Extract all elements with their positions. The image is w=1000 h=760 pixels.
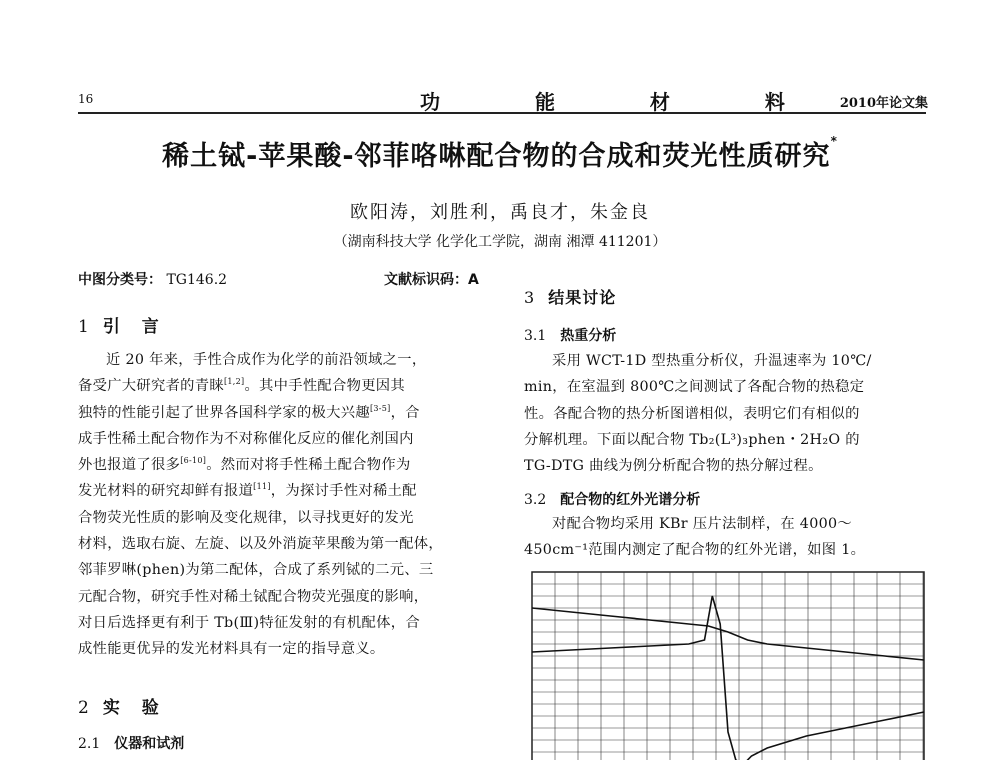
citation: [11]	[253, 482, 271, 492]
clc-number: 中图分类号： TG146.2	[78, 272, 228, 288]
article-title: 稀土铽-苹果酸-邻菲咯啉配合物的合成和荧光性质研究*	[162, 134, 838, 172]
citation: [6-10]	[180, 456, 207, 466]
subsection-heading-3-2: 3.2 配合物的红外光谱分析	[524, 492, 701, 508]
journal-name: 功 能 材 料	[420, 90, 829, 114]
results-paragraph-3-1: 采用 WCT-1D 型热重分析仪，升温速率为 10℃/ min，在室温到 800℃之间测试了各配合物的热稳定 性。各配合物的热分析图谱相似，表明它们有相似的 分解机理。下面以配合物 Tb₂(L³)₃phen・2H₂O 的 TG-DTG 曲线为例分析配合物的热分解过程。	[524, 353, 872, 475]
subsection-heading-2-1: 2.1 仪器和试剂	[78, 736, 185, 752]
section-heading-experiment: 2 实 验	[78, 698, 167, 718]
document-code: 文献标识码：A	[384, 272, 479, 288]
page-number: 16	[78, 92, 94, 106]
tg-dtg-chart	[526, 564, 928, 760]
issue-label: 2010年论文集	[839, 96, 928, 111]
section-heading-results: 3 结果讨论	[524, 288, 617, 307]
subsection-heading-3-1: 3.1 热重分析	[524, 328, 617, 344]
section-heading-intro: 1 引 言	[78, 317, 167, 337]
title-footnote-mark: *	[830, 134, 838, 148]
author-list: 欧阳涛，刘胜利，禹良才，朱金良	[350, 202, 650, 223]
tg-dtg-figure	[526, 564, 928, 760]
header-rule	[78, 112, 926, 114]
results-paragraph-3-2: 对配合物均采用 KBr 压片法制样，在 4000～ 450cm⁻¹范围内测定了配合物的红外光谱，如图 1。	[524, 516, 866, 559]
intro-paragraph: 近 20 年来，手性合成作为化学的前沿领域之一， 备受广大研究者的青睐[1,2]。其中手性配合物更因其 独特的性能引起了世界各国科学家的极大兴趣[3-5]，合 成手性稀土配合物作为不对称催化反应的催化剂国内 外也报道了很多[6-10]。然而对将手性稀土配合物作为 发光材料的研究却鲜有报道[11]，为探讨手性对稀土配 合物荧光性质的影响及变化规律，以寻找更好的发光 材料，选取右旋、左旋、以及外消旋苹果酸为第一配体， 邻菲罗啉(phen)为第二配体，合成了系列铽的二元、三 元配合物，研究手性对稀土铽配合物荧光强度的影响， 对日后选择更有利于 Tb(Ⅲ)特征发射的有机配体，合 成性能更优异的发光材料具有一定的指导意义。	[78, 352, 443, 658]
citation: [1,2]	[223, 377, 245, 387]
citation: [3-5]	[369, 403, 391, 413]
affiliation: （湖南科技大学 化学化工学院，湖南 湘潭 411201）	[333, 234, 667, 250]
